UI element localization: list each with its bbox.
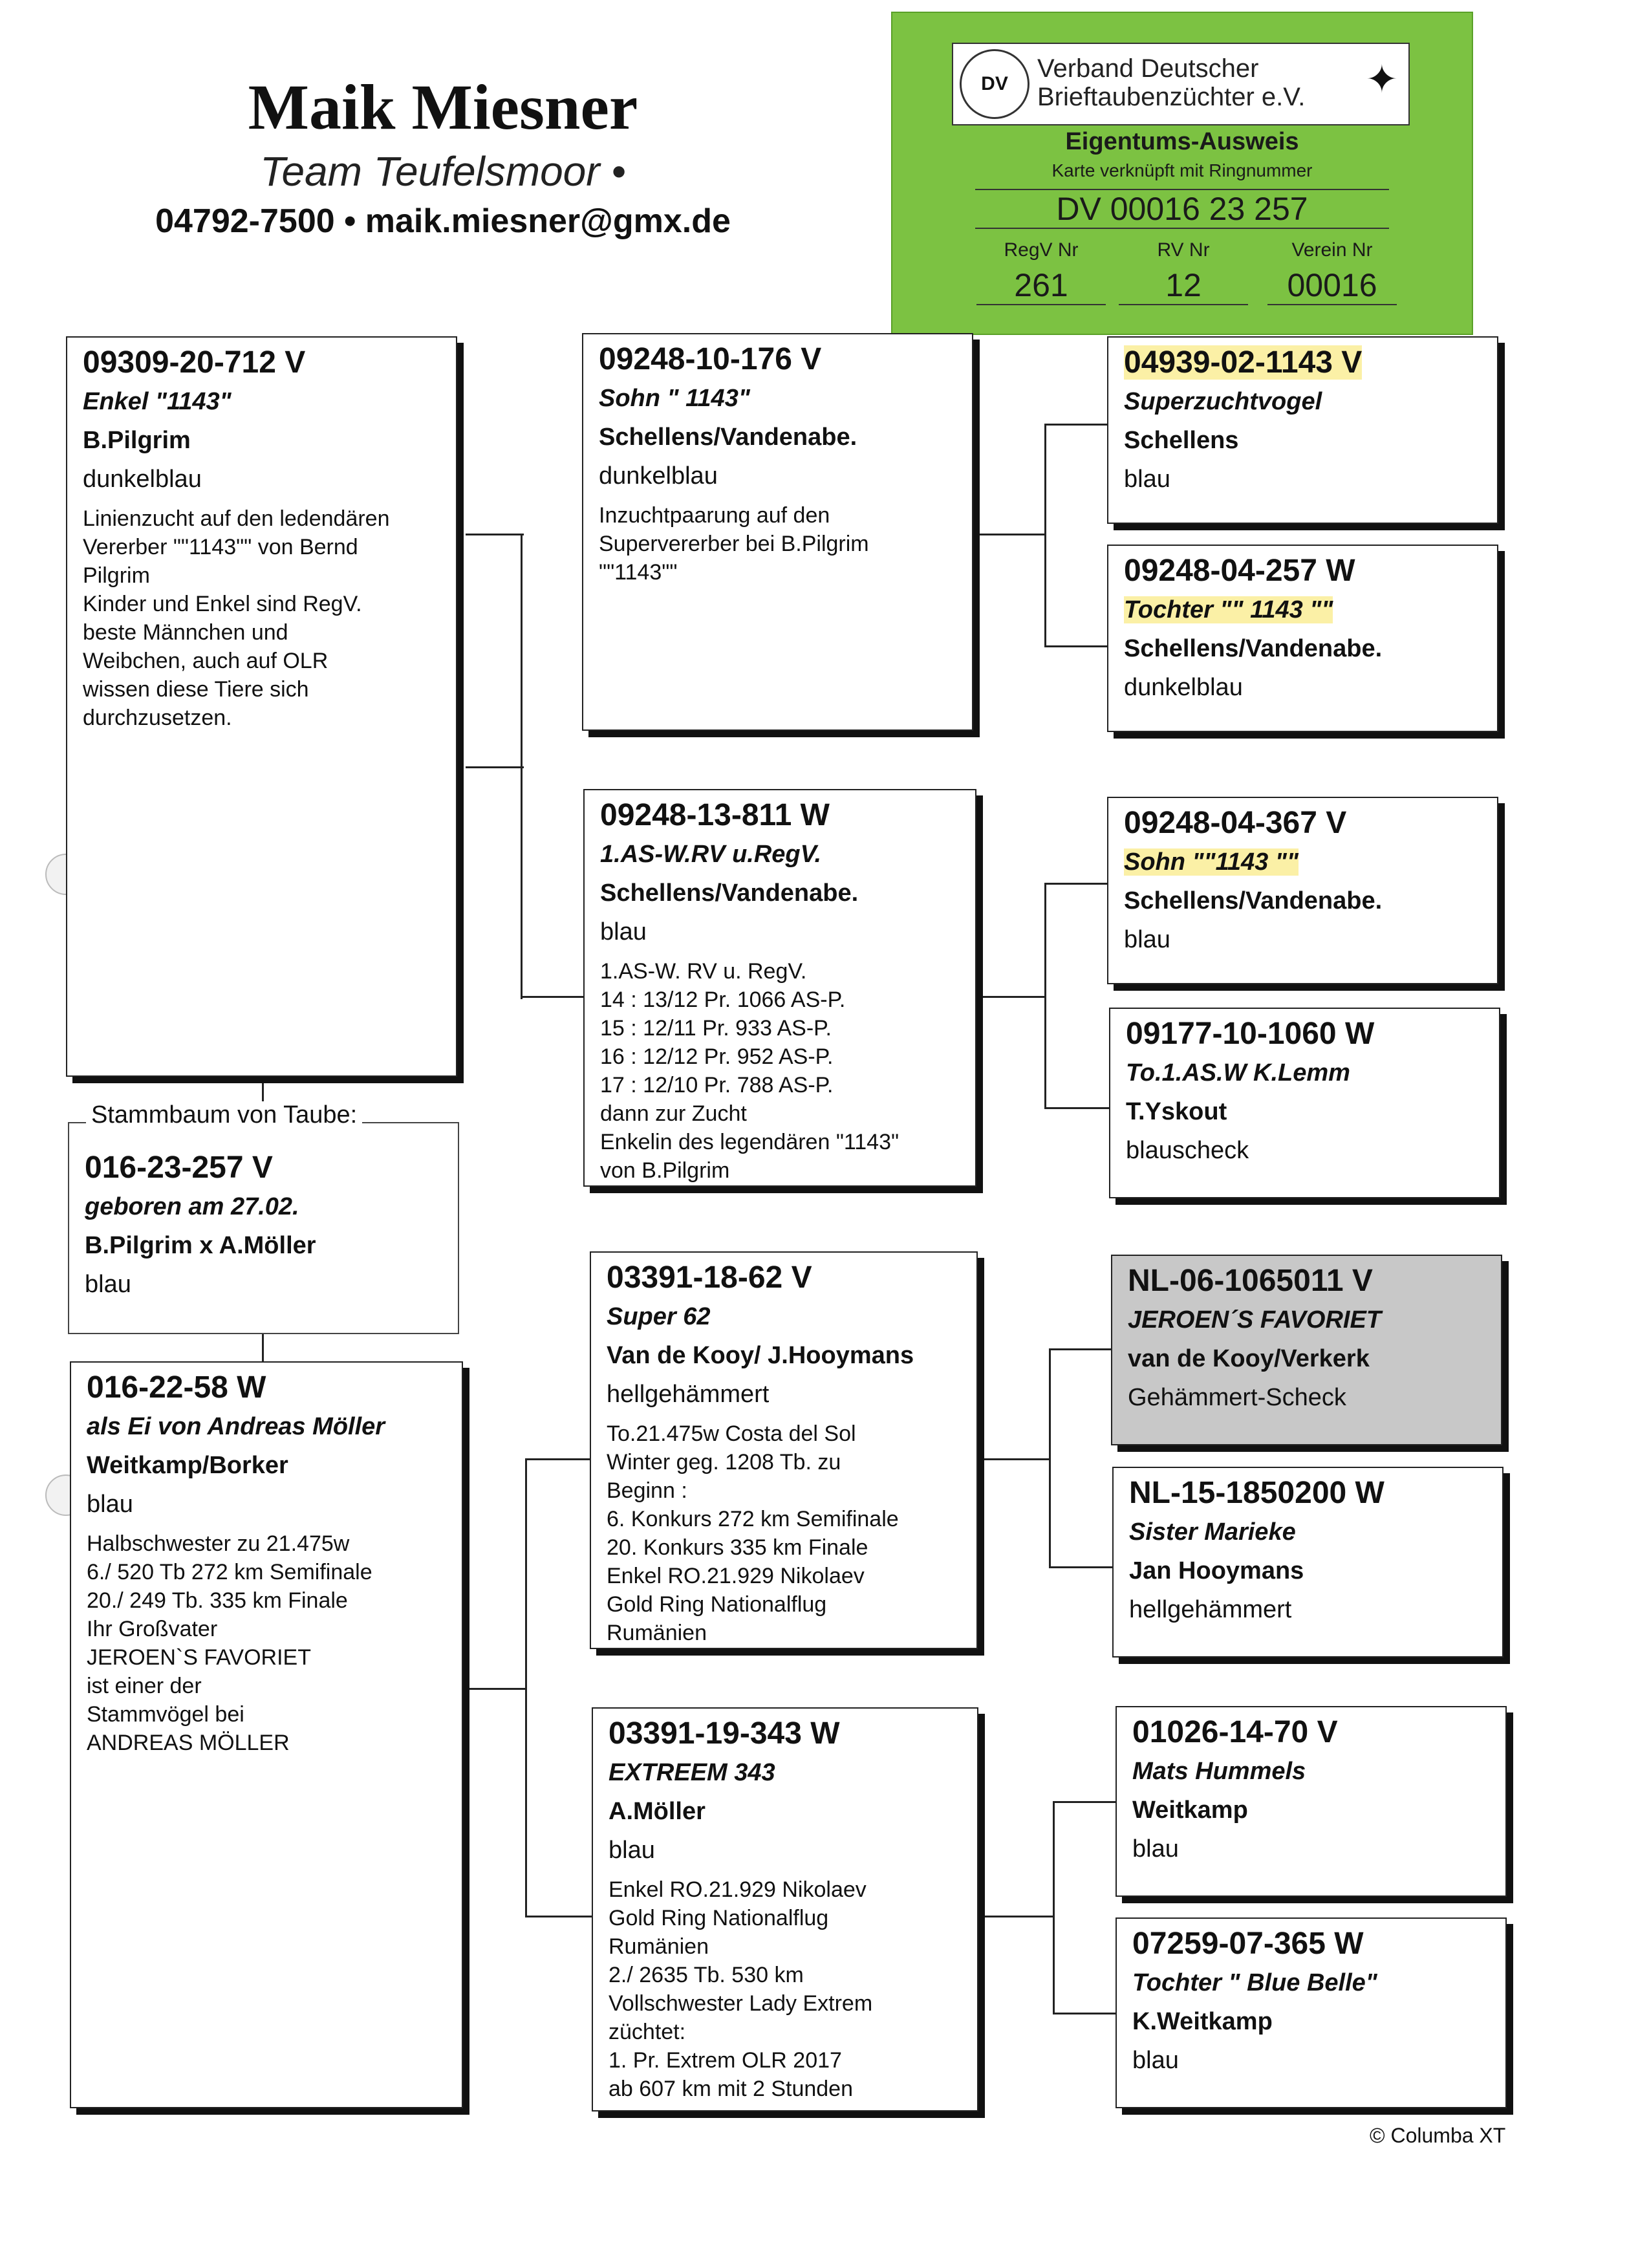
breeder: van de Kooy/Verkerk [1128,1345,1370,1372]
card-value-regv: 261 [976,266,1106,305]
nickname: Mats Hummels [1132,1758,1306,1785]
breeder: K.Weitkamp [1132,2008,1273,2035]
ring-number: 09177-10-1060 W [1126,1017,1375,1051]
card-value-rv: 12 [1119,266,1248,305]
nickname: EXTREEM 343 [609,1759,775,1786]
card-label-verein: Verein Nr [1291,239,1373,261]
nickname: 1.AS-W.RV u.RegV. [600,841,822,868]
ring-number: NL-06-1065011 V [1128,1264,1373,1298]
connector [980,1458,1051,1460]
nickname: Tochter " Blue Belle" [1132,1969,1377,1996]
connector [980,534,1044,535]
nickname: Sohn ""1143 "" [1124,848,1299,876]
card-organization [1037,54,1305,111]
ring-number: 09248-13-811 W [600,798,830,832]
plumage-color: blau [85,1271,131,1298]
plumage-color: dunkelblau [83,466,202,493]
ring-number: 016-23-257 V [85,1150,273,1185]
mf-box [590,1251,978,1649]
performance-info: Linienzucht auf den ledendären Vererber ""1143"" von Bernd Pilgrim Kinder und Enkel sind RegV. beste Männchen und Weibchen, auch auf OLR wissen diese Tiere sich durchzusetzen. [83,506,390,730]
plumage-color: hellgehämmert [1129,1596,1292,1623]
nickname: Sohn " 1143" [599,385,750,412]
ring-number: 07259-07-365 W [1132,1927,1364,1961]
card-title: Eigentums-Ausweis [1065,128,1299,155]
ring-number: 09309-20-712 V [83,345,306,380]
plumage-color: blau [600,918,647,945]
ownership-id-card [891,12,1473,335]
connector [1049,1348,1051,1568]
nickname: Tochter "" 1143 "" [1124,596,1333,623]
fff-box [1107,336,1498,524]
card-value-verein: 00016 [1267,266,1397,305]
connector [1044,424,1046,647]
mfm-box [1112,1467,1503,1658]
plumage-color: blau [1132,2047,1179,2074]
card-label-rv: RV Nr [1157,239,1210,261]
copyright: © Columba XT [1370,2124,1506,2147]
breeder: T.Yskout [1126,1098,1227,1125]
connector [1053,1801,1117,1803]
mother-box [70,1361,463,2108]
nickname: JEROEN´S FAVORIET [1128,1306,1382,1334]
connector [466,534,524,535]
org-line-1: Verband Deutscher [1037,54,1259,83]
eagle-icon: ✦ [1365,58,1398,101]
nickname: To.1.AS.W K.Lemm [1126,1059,1350,1086]
connector [525,1916,593,1917]
breeder: Van de Kooy/ J.Hooymans [607,1342,914,1369]
mmm-box [1116,1917,1507,2108]
ring-number: 01026-14-70 V [1132,1715,1338,1749]
breeder: Schellens [1124,427,1239,454]
connector [525,1458,593,1460]
ring-number: 04939-02-1143 V [1124,345,1363,380]
card-ring-number: DV 00016 23 257 [975,189,1389,229]
plumage-color: blau [1124,926,1170,953]
card-subtitle: Karte verknüpft mit Ringnummer [1051,160,1313,180]
breeder: A.Möller [609,1798,706,1825]
connector [521,996,585,998]
connector [466,1688,527,1690]
mff-box [1111,1255,1502,1445]
mmf-box [1116,1706,1507,1897]
connector [1044,883,1046,1109]
ring-number: 09248-04-257 W [1124,554,1355,588]
breeder: Schellens/Vandenabe. [599,424,857,451]
org-line-2: Brieftaubenzüchter e.V. [1037,83,1306,111]
nickname: Enkel "1143" [83,388,232,415]
connector [466,766,524,768]
breeder: B.Pilgrim x A.Möller [85,1232,316,1259]
plumage-color: blau [87,1491,133,1518]
connector [1053,2013,1117,2014]
connector [1044,645,1109,647]
breeder: Weitkamp [1132,1797,1248,1824]
breeder-name: Maik Miesner [248,71,638,143]
team-name: Team Teufelsmoor • [260,148,626,195]
connector [976,996,1044,998]
connector [525,1458,527,1917]
nickname: Super 62 [607,1303,711,1330]
plumage-color: blau [1132,1835,1179,1863]
performance-info: Inzuchtpaarung auf den Supervererber bei B.Pilgrim ""1143"" [599,503,869,585]
fmm-box [1109,1008,1500,1198]
breeder: B.Pilgrim [83,427,191,454]
breeder: Schellens/Vandenabe. [1124,635,1383,662]
pedigree-caption: Stammbaum von Taube: [86,1101,362,1129]
connector [521,534,523,999]
subject-box [68,1101,459,1334]
plumage-color: blau [1124,466,1170,493]
plumage-color: blauscheck [1126,1137,1249,1164]
performance-info: Halbschwester zu 21.475w 6./ 520 Tb 272 km Semifinale 20./ 249 Tb. 335 km Finale Ihr Großvater JEROEN`S FAVORIET ist einer der Stammvögel bei ANDREAS MÖLLER [87,1531,372,1755]
performance-info: To.21.475w Costa del Sol Winter geg. 1208 Tb. zu Beginn : 6. Konkurs 272 km Semifinale 20. Konkurs 335 km Finale Enkel RO.21.929 Nikolaev Gold Ring Nationalflug Rumänien [607,1421,899,1645]
father-box [66,336,457,1077]
ring-number: 03391-19-343 W [609,1716,840,1751]
breeder: Schellens/Vandenabe. [1124,887,1383,914]
breeder: Schellens/Vandenabe. [600,880,859,907]
ring-number: 016-22-58 W [87,1370,266,1405]
connector [1053,1801,1055,2014]
ring-number: 09248-04-367 V [1124,806,1347,840]
nickname: Sister Marieke [1129,1518,1296,1546]
plumage-color: dunkelblau [599,462,718,490]
nickname: geboren am 27.02. [85,1193,299,1220]
ring-number: 03391-18-62 V [607,1260,812,1295]
connector [1044,883,1109,885]
connector [980,1916,1054,1917]
ring-number: NL-15-1850200 W [1129,1476,1385,1510]
connector [1049,1566,1114,1568]
nickname: Superzuchtvogel [1124,388,1322,415]
breeder: Jan Hooymans [1129,1557,1304,1584]
connector [1049,1348,1114,1350]
fmf-box [1107,797,1498,984]
plumage-color: blau [609,1837,655,1864]
ffm-box [1107,545,1498,732]
performance-info: Enkel RO.21.929 Nikolaev Gold Ring Nationalflug Rumänien 2./ 2635 Tb. 530 km Vollschwester Lady Extrem züchtet: 1. Pr. Extrem OLR 2017 ab 607 km mit 2 Stunden [609,1877,873,2101]
card-header [952,43,1410,125]
plumage-color: dunkelblau [1124,674,1243,701]
ff-box [582,333,973,731]
card-label-regv: RegV Nr [1004,239,1079,261]
fm-box [583,789,976,1187]
contact-line: 04792-7500 • maik.miesner@gmx.de [155,202,731,240]
performance-info: 1.AS-W. RV u. RegV. 14 : 13/12 Pr. 1066 AS-P. 15 : 12/11 Pr. 933 AS-P. 16 : 12/12 Pr. 952 AS-P. 17 : 12/10 Pr. 788 AS-P. dann zur Zucht Enkelin des legendären "1143" von B.Pilgrim [600,959,900,1183]
ring-number: 09248-10-176 V [599,342,822,376]
connector [1044,1107,1109,1109]
mm-box [592,1707,978,2111]
dv-logo-icon: DV [960,49,1029,119]
breeder: Weitkamp/Borker [87,1452,288,1479]
plumage-color: Gehämmert-Scheck [1128,1384,1346,1411]
connector [1044,424,1109,426]
plumage-color: hellgehämmert [607,1381,770,1408]
nickname: als Ei von Andreas Möller [87,1413,385,1440]
